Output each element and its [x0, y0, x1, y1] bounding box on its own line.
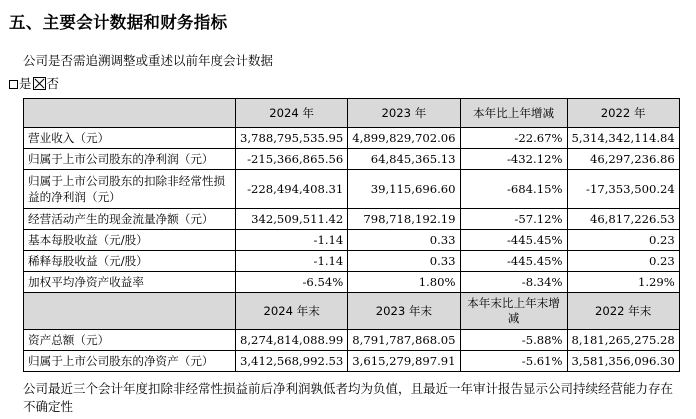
section-heading: 五、主要会计数据和财务指标: [9, 13, 228, 32]
value-cell: -432.12%: [460, 149, 567, 170]
value-cell: 5,314,342,114.84: [567, 128, 679, 149]
value-cell: 3,788,795,535.95: [236, 128, 348, 149]
table-row: [24, 209, 680, 230]
value-cell: -8.34%: [460, 272, 567, 293]
value-cell: 798,718,192.19: [348, 209, 460, 230]
value-cell: 0.33: [348, 230, 460, 251]
table-row: [24, 128, 680, 149]
value-cell: 0.23: [567, 251, 679, 272]
header-cell: 2023 年末: [348, 293, 460, 330]
value-cell: -57.12%: [460, 209, 567, 230]
value-cell: -445.45%: [460, 230, 567, 251]
value-cell: 39,115,696.60: [348, 170, 460, 209]
value-cell: 3,412,568,992.53: [236, 351, 348, 372]
row-label: 基本每股收益（元/股）: [24, 230, 236, 251]
value-cell: 0.33: [348, 251, 460, 272]
value-cell: 8,274,814,088.99: [236, 330, 348, 351]
header-cell: 本年末比上年末增减: [460, 293, 567, 330]
header-cell: [24, 99, 236, 128]
answer-yes-label: 是: [19, 76, 32, 91]
value-cell: 46,297,236.86: [567, 149, 679, 170]
value-cell: -5.88%: [460, 330, 567, 351]
header-cell: 2022 年末: [567, 293, 679, 330]
value-cell: 8,181,265,275.28: [567, 330, 679, 351]
table-row: [24, 230, 680, 251]
value-cell: 64,845,365.13: [348, 149, 460, 170]
header-cell: [24, 293, 236, 330]
value-cell: -17,353,500.24: [567, 170, 679, 209]
header-cell: 2023 年: [348, 99, 460, 128]
value-cell: -684.15%: [460, 170, 567, 209]
header-cell: 2024 年末: [236, 293, 348, 330]
header-cell: 2024 年: [236, 99, 348, 128]
value-cell: -1.14: [236, 251, 348, 272]
value-cell: -215,366,865.56: [236, 149, 348, 170]
table-header-row: [24, 99, 680, 128]
answer-no-label: 否: [46, 76, 60, 91]
table-row: [24, 351, 680, 372]
footnote: 公司最近三个会计年度扣除非经常性损益前后净利润孰低者均为负值，且最近一年审计报告显示公司持续经营能力存在不确定性: [23, 381, 674, 414]
value-cell: 3,581,356,096.30: [567, 351, 679, 372]
value-cell: -445.45%: [460, 251, 567, 272]
row-label: 资产总额（元）: [24, 330, 236, 351]
value-cell: 8,791,787,868.05: [348, 330, 460, 351]
table-header-row: [24, 293, 680, 330]
row-label: 经营活动产生的现金流量净额（元）: [24, 209, 236, 230]
table-row: [24, 170, 680, 209]
value-cell: -5.61%: [460, 351, 567, 372]
value-cell: -228,494,408.31: [236, 170, 348, 209]
value-cell: 3,615,279,897.91: [348, 351, 460, 372]
value-cell: 342,509,511.42: [236, 209, 348, 230]
row-label: 加权平均净资产收益率: [24, 272, 236, 293]
checked-box-icon: [33, 77, 46, 90]
unchecked-box-icon: [9, 80, 18, 89]
value-cell: 46,817,226.53: [567, 209, 679, 230]
row-label: 归属于上市公司股东的扣除非经常性损益的净利润（元）: [24, 170, 236, 209]
header-cell: 本年比上年增减: [460, 99, 567, 128]
value-cell: -1.14: [236, 230, 348, 251]
value-cell: 0.23: [567, 230, 679, 251]
table-row: [24, 330, 680, 351]
value-cell: -6.54%: [236, 272, 348, 293]
row-label: 营业收入（元）: [24, 128, 236, 149]
restatement-answer: [9, 74, 59, 92]
table-row: [24, 149, 680, 170]
row-label: 稀释每股收益（元/股）: [24, 251, 236, 272]
table-row: [24, 272, 680, 293]
row-label: 归属于上市公司股东的净资产（元）: [24, 351, 236, 372]
header-cell: 2022 年: [567, 99, 679, 128]
value-cell: 1.80%: [348, 272, 460, 293]
restatement-question: 公司是否需追溯调整或重述以前年度会计数据: [23, 53, 274, 68]
value-cell: 1.29%: [567, 272, 679, 293]
value-cell: -22.67%: [460, 128, 567, 149]
financial-data-table: [23, 98, 680, 372]
value-cell: 4,899,829,702.06: [348, 128, 460, 149]
table-row: [24, 251, 680, 272]
row-label: 归属于上市公司股东的净利润（元）: [24, 149, 236, 170]
